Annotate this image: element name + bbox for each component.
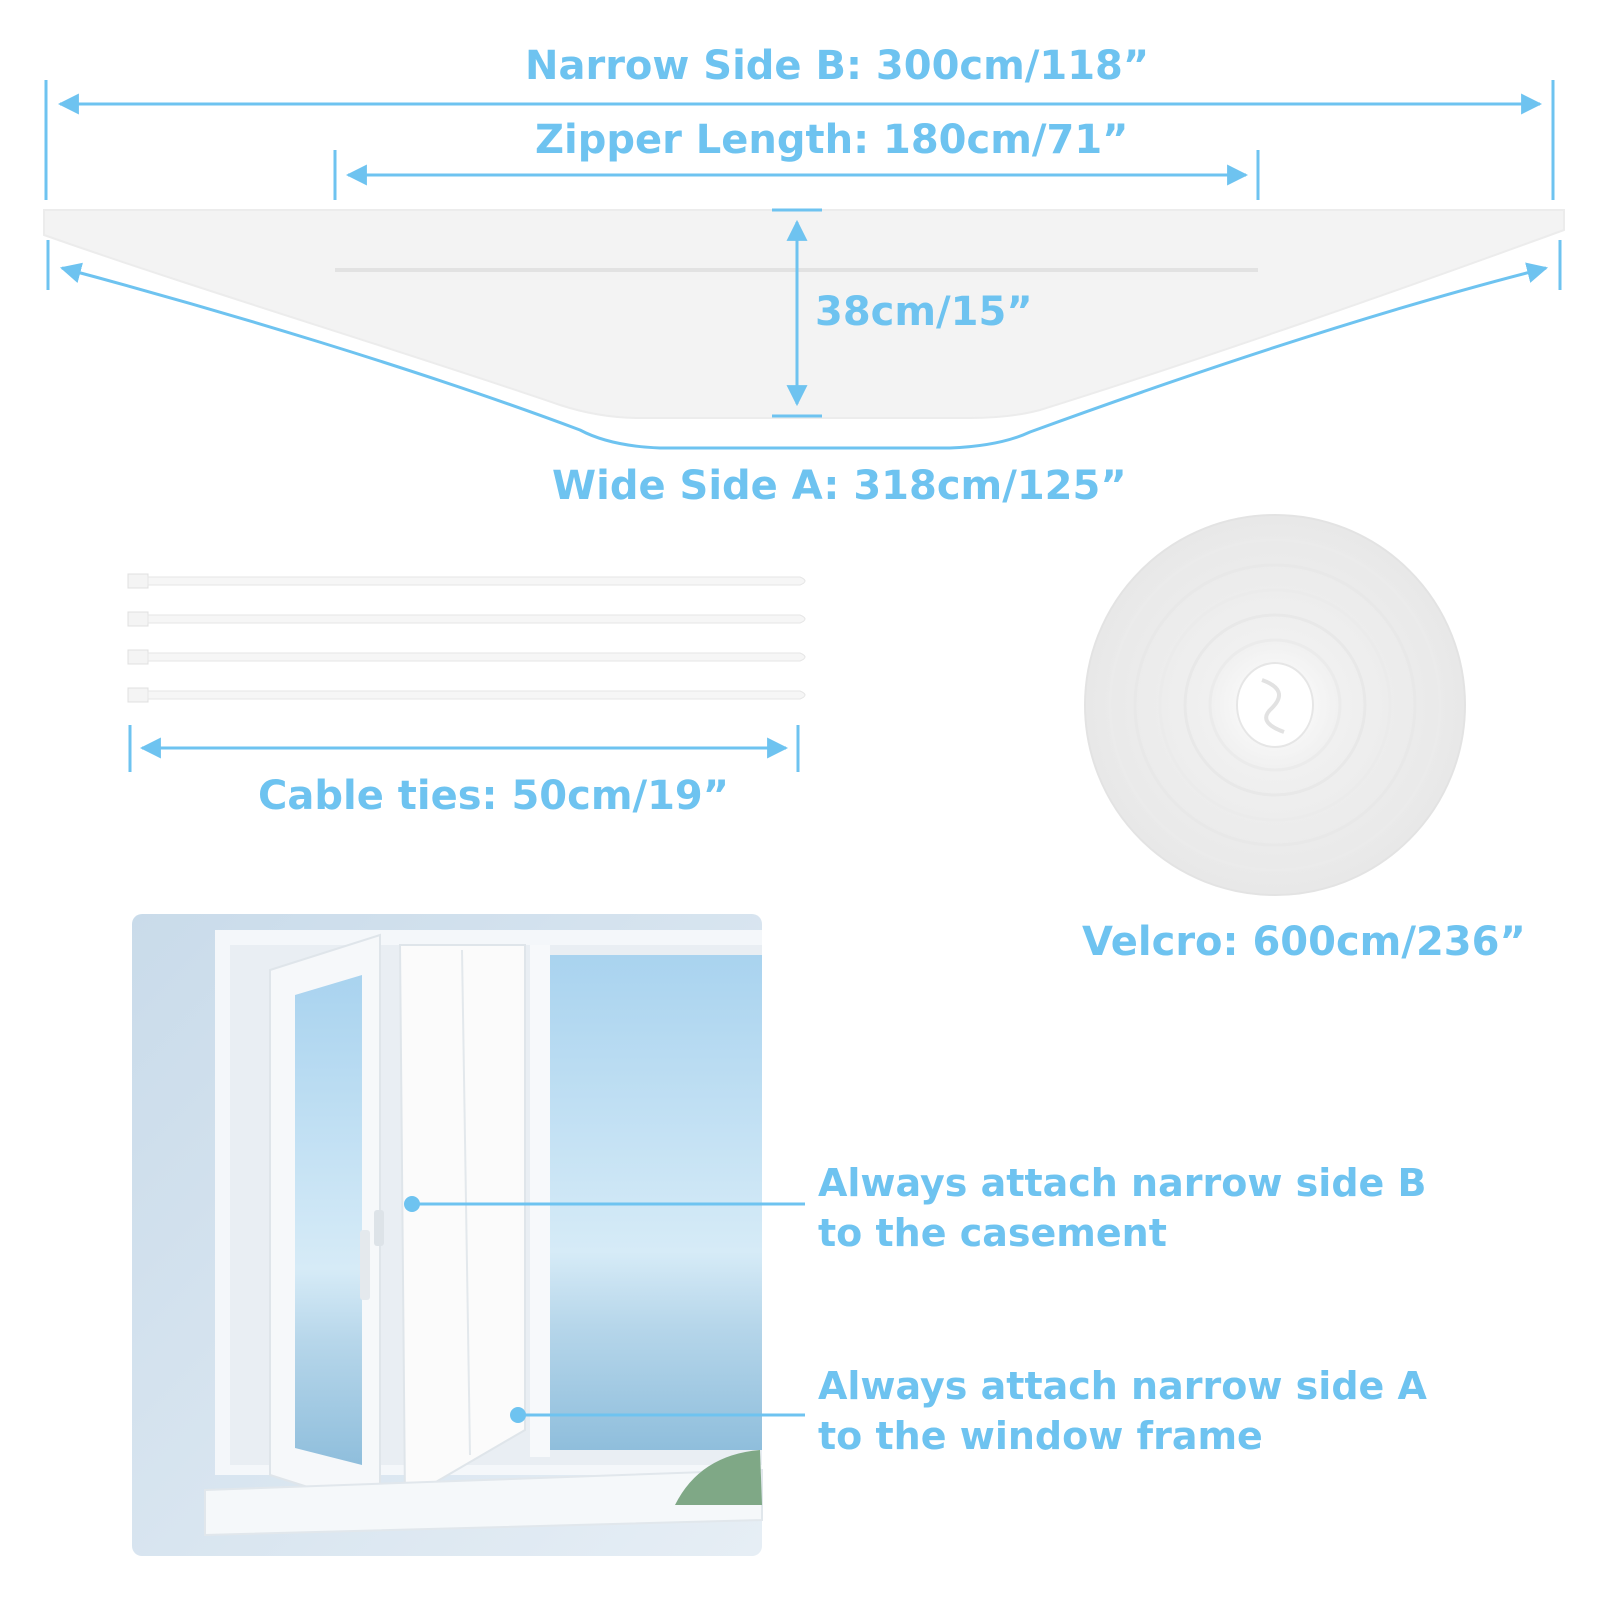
cable-ties (128, 574, 805, 702)
zipper-length-label: Zipper Length: 180cm/71” (535, 117, 1129, 163)
velcro-roll (1085, 515, 1465, 895)
cable-ties-dimension (130, 725, 798, 772)
height-label: 38cm/15” (815, 289, 1033, 335)
window-frame-callout-line1: Always attach narrow side A (818, 1364, 1427, 1408)
casement-callout (818, 1158, 1426, 1258)
window-seal-fabric (44, 210, 1564, 418)
casement-callout-line1: Always attach narrow side B (818, 1161, 1427, 1205)
cable-ties-label: Cable ties: 50cm/19” (258, 773, 730, 819)
window-installation-illustration (132, 914, 762, 1556)
narrow-side-b-label: Narrow Side B: 300cm/118” (525, 43, 1150, 89)
cable-tie (128, 650, 805, 664)
casement-callout-line2: to the casement (818, 1211, 1167, 1255)
wide-side-a-label: Wide Side A: 318cm/125” (552, 463, 1127, 509)
window-frame-callout-line2: to the window frame (818, 1414, 1263, 1458)
window-frame-callout (818, 1361, 1427, 1461)
velcro-label: Velcro: 600cm/236” (1082, 919, 1526, 965)
cable-tie (128, 574, 805, 588)
cable-tie (128, 612, 805, 626)
cable-tie (128, 688, 805, 702)
